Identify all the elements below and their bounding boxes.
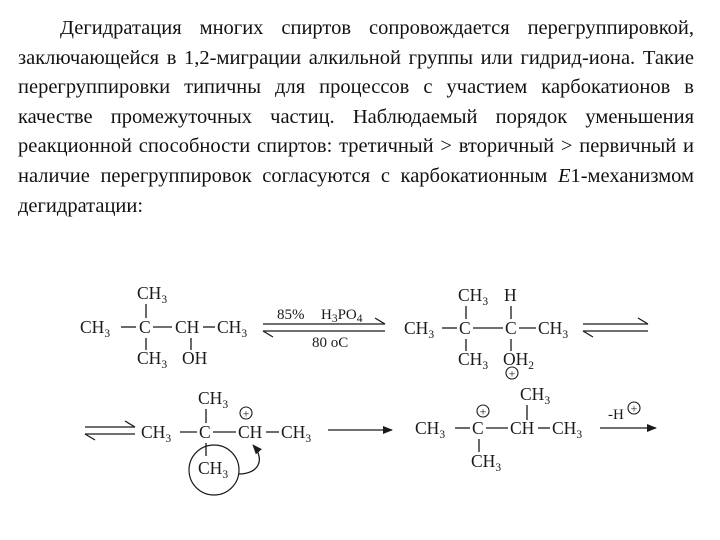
paragraph-italic-e: E — [557, 164, 571, 187]
paragraph-text: Дегидратация многих спиртов сопровождается перегруппировкой, заключающейся в 1,2-миграции алкильной группы или гидрид-иона. Такие перегруппировки типичны для процессов с участием карбокатионов в качестве промежуточных частиц. Наблюдаемый порядок уменьшения реакционной способности спиртов: третичный > вторичный > первичный и наличие перегруппировок согласуются с карбокатионным — [18, 17, 694, 187]
label-ch3: $CH_3$ — [415, 418, 446, 441]
label-ch3: $CH_3$ — [404, 318, 435, 341]
label-ch3: $CH_3$ — [198, 458, 229, 481]
label-ch: CH — [510, 418, 535, 438]
label-ch3: $CH_3$ — [198, 388, 229, 411]
arrow-protonation — [263, 307, 385, 351]
label-ch3: $CH_3$ — [137, 348, 168, 371]
paragraph-text-end: 1-механизмом дегидратации: — [18, 164, 694, 217]
molecule-alcohol — [80, 283, 247, 371]
label-ch3: $CH_3$ — [471, 451, 502, 474]
condition-temperature: 80 oC — [312, 335, 349, 351]
label-h: H — [504, 285, 517, 305]
label-ch3: $CH_3$ — [80, 317, 111, 340]
svg-text:+: + — [242, 406, 250, 421]
label-ch3: $CH_3$ — [538, 318, 569, 341]
arrow-deprotonation — [600, 402, 656, 429]
arrow-water-loss — [583, 318, 648, 337]
svg-text:+: + — [630, 401, 638, 416]
label-oh: OH — [182, 348, 208, 368]
label-oh2: $OH_2$ — [503, 349, 535, 372]
label-ch3: $CH_3$ — [552, 418, 583, 441]
label-c: C — [459, 318, 471, 338]
label-minus-h: -H — [608, 407, 624, 423]
label-c: C — [199, 422, 211, 442]
label-ch3: $CH_3$ — [458, 285, 489, 308]
label-c: C — [505, 318, 517, 338]
label-ch: CH — [238, 422, 263, 442]
svg-text:+: + — [479, 404, 487, 419]
label-ch3: $CH_3$ — [141, 422, 172, 445]
label-ch3: $CH_3$ — [137, 283, 168, 306]
label-ch3: $CH_3$ — [458, 349, 489, 372]
condition-acid: $H_3PO_4$ — [321, 307, 363, 325]
label-ch: CH — [175, 317, 200, 337]
label-ch3: $CH_3$ — [281, 422, 312, 445]
condition-percent: 85% — [277, 307, 305, 323]
molecule-secondary-cation — [141, 388, 311, 495]
svg-text:+: + — [508, 366, 516, 381]
label-ch3: $CH_3$ — [520, 384, 551, 407]
label-ch3: $CH_3$ — [217, 317, 248, 340]
migration-arrow-icon — [239, 445, 259, 474]
molecule-oxonium — [404, 285, 568, 381]
molecule-tertiary-cation — [415, 384, 582, 474]
label-c: C — [139, 317, 151, 337]
arrow-cation-equilibrium — [85, 421, 135, 440]
label-c: C — [472, 418, 484, 438]
